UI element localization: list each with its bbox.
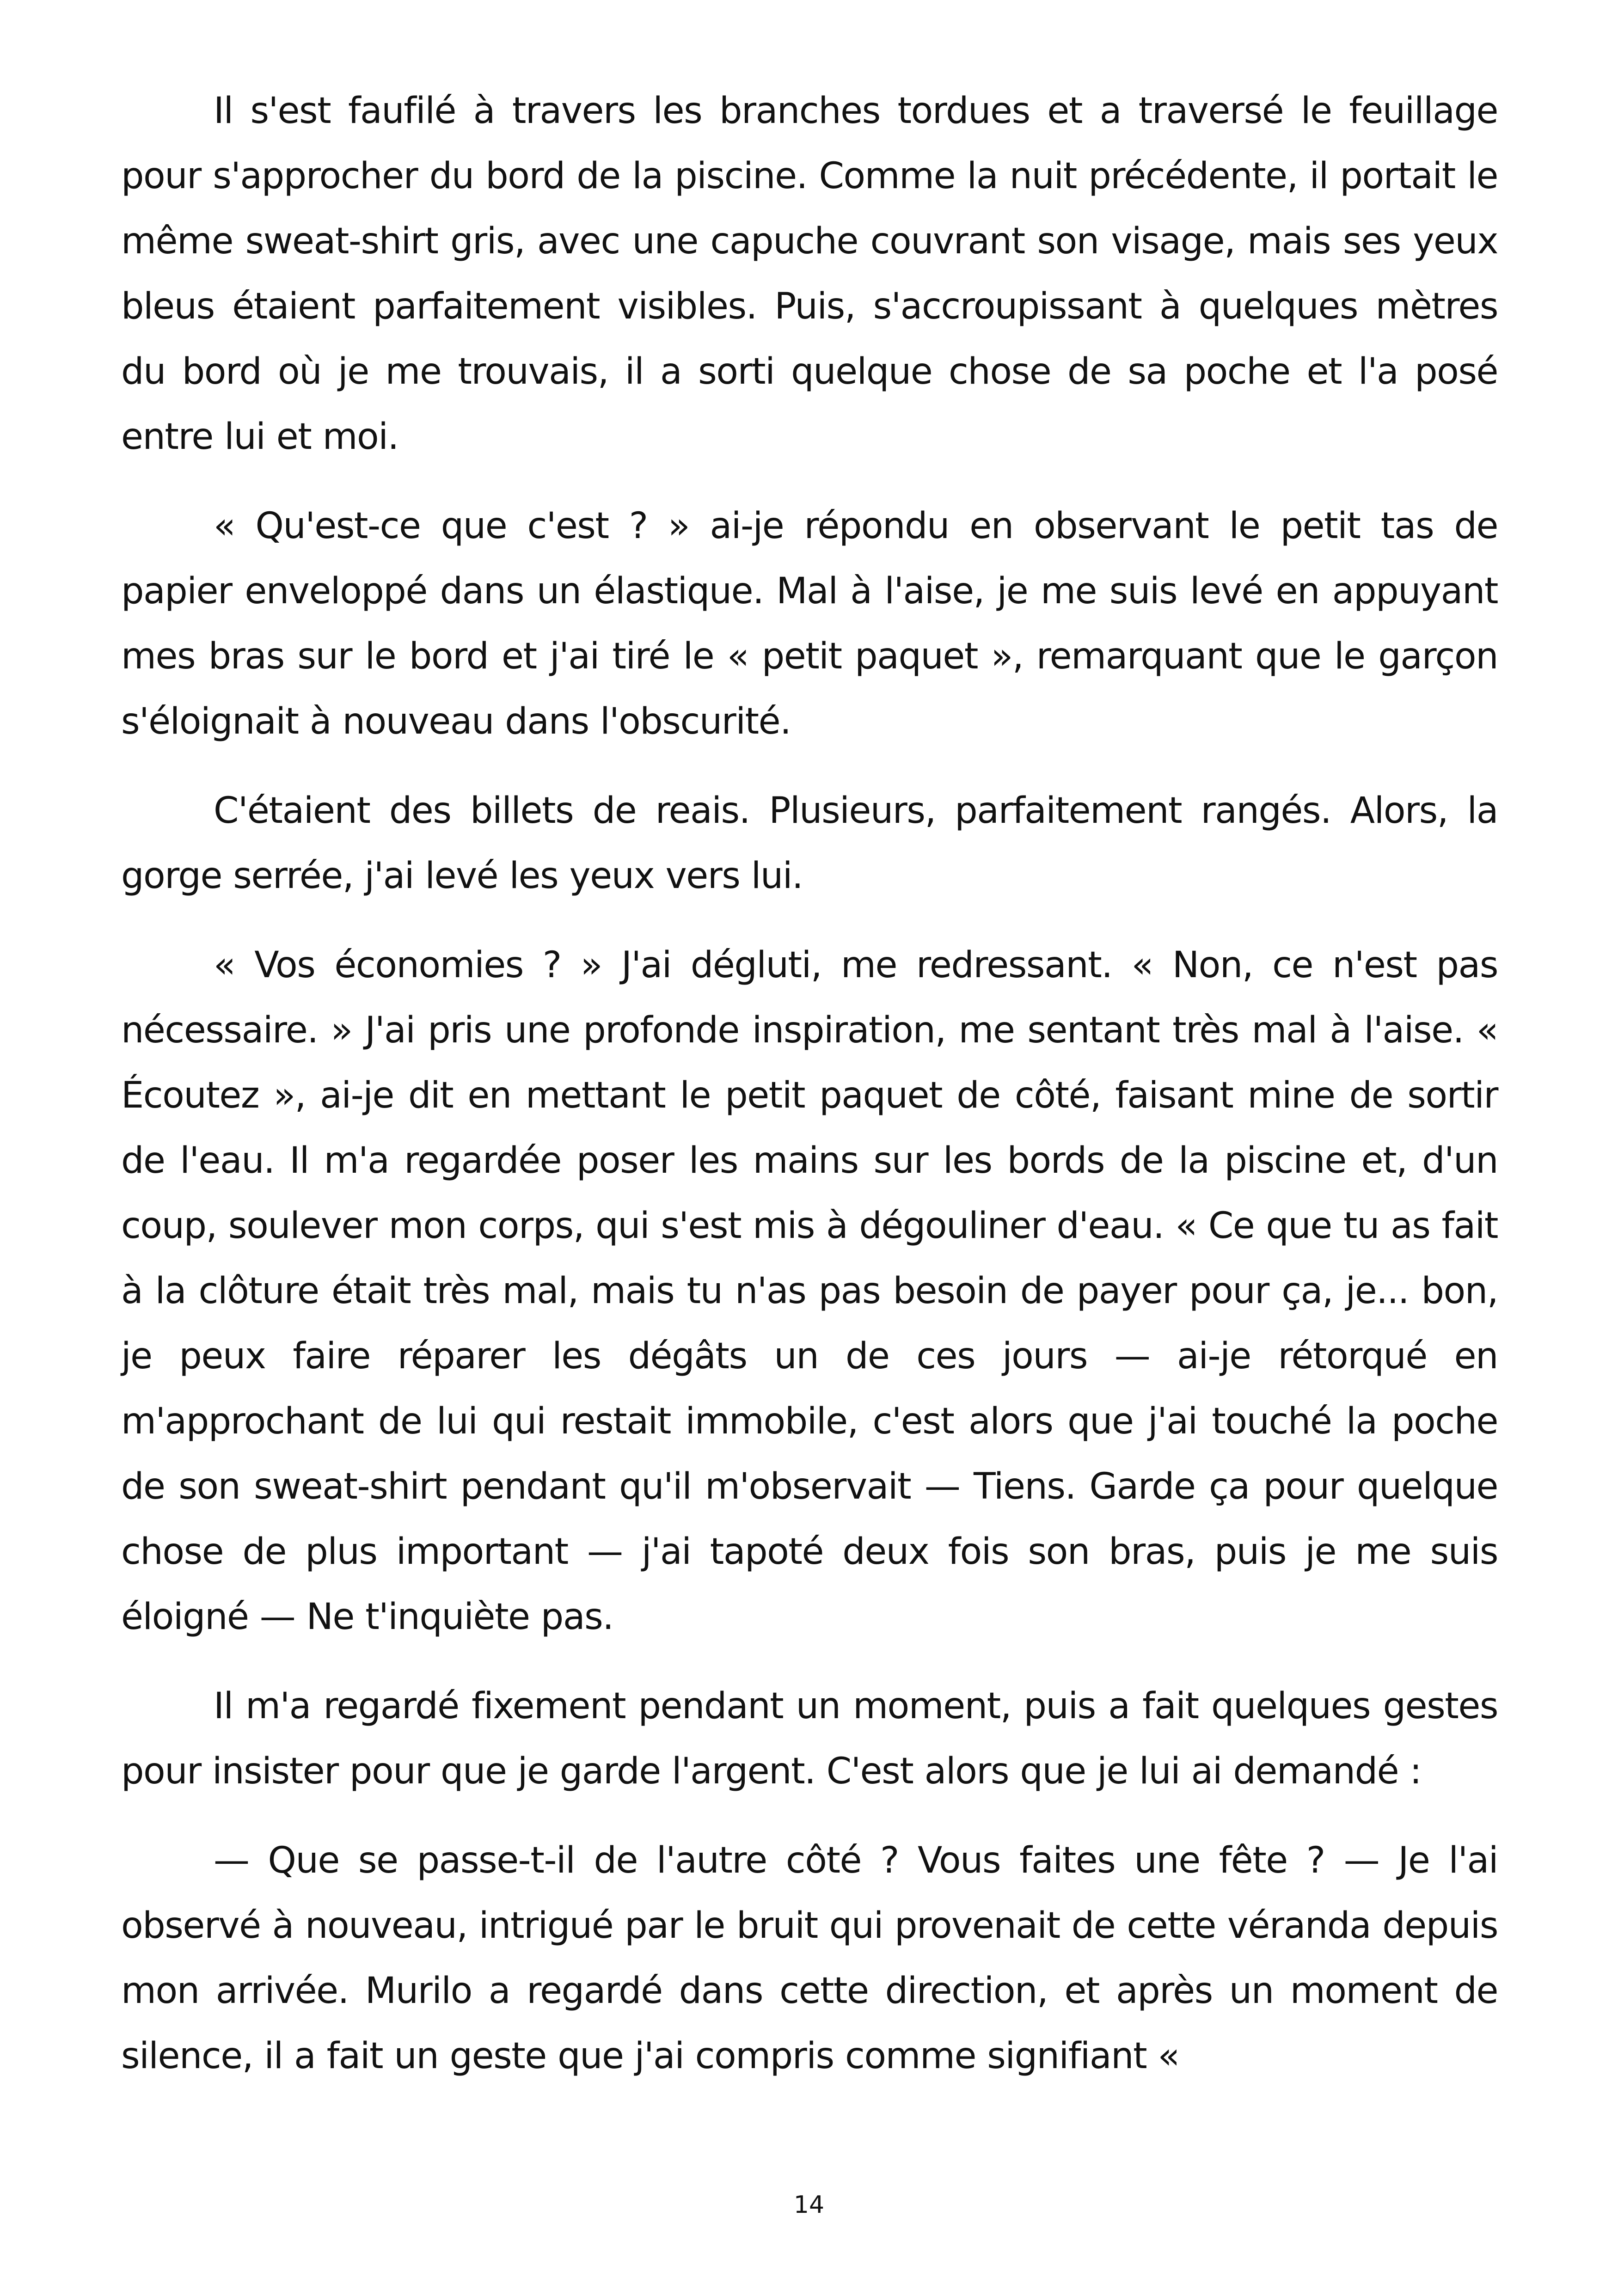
paragraph-6: — Que se passe-t-il de l'autre côté ? Vous faites une fête ? — Je l'ai observé à nouveau, intrigué par le bruit qui provenait de cette véranda depuis mon arrivée. Murilo a regardé dans cette direction, et après un moment de silence, il a fait un geste que j'ai compris comme signifiant « xyxy=(121,1840,1498,2077)
page-number: 14 xyxy=(793,2191,825,2219)
body-text xyxy=(121,79,1498,2113)
paragraph-2: « Qu'est-ce que c'est ? » ai-je répondu en observant le petit tas de papier enveloppé dans un élastique. Mal à l'aise, je me suis levé en appuyant mes bras sur le bord et j'ai tiré le « petit paquet », remarquant que le garçon s'éloignait à nouveau dans l'obscurité. xyxy=(121,505,1498,742)
paragraph-1: Il s'est faufilé à travers les branches tordues et a traversé le feuillage pour s'approcher du bord de la piscine. Comme la nuit précédente, il portait le même sweat-shirt gris, avec une capuche couvrant son visage, mais ses yeux bleus étaient parfaitement visibles. Puis, s'accroupissant à quelques mètres du bord où je me trouvais, il a sorti quelque chose de sa poche et l'a posé entre lui et moi. xyxy=(121,90,1498,458)
paragraph-3: C'étaient des billets de reais. Plusieurs, parfaitement rangés. Alors, la gorge serrée, j'ai levé les yeux vers lui. xyxy=(121,790,1498,897)
paragraph-5: Il m'a regardé fixement pendant un moment, puis a fait quelques gestes pour insister pour que je garde l'argent. C'est alors que je lui ai demandé : xyxy=(121,1685,1498,1792)
paragraph-4: « Vos économies ? » J'ai dégluti, me redressant. « Non, ce n'est pas nécessaire. » J'ai pris une profonde inspiration, me sentant très mal à l'aise. « Écoutez », ai-je dit en mettant le petit paquet de côté, faisant mine de sortir de l'eau. Il m'a regardée poser les mains sur les bords de la piscine et, d'un coup, soulever mon corps, qui s'est mis à dégouliner d'eau. « Ce que tu as fait à la clôture était très mal, mais tu n'as pas besoin de payer pour ça, je... bon, je peux faire réparer les dégâts un de ces jours — ai-je rétorqué en m'approchant de lui qui restait immobile, c'est alors que j'ai touché la poche de son sweat-shirt pendant qu'il m'observait — Tiens. Garde ça pour quelque chose de plus important — j'ai tapoté deux fois son bras, puis je me suis éloigné — Ne t'inquiète pas. xyxy=(121,944,1498,1638)
